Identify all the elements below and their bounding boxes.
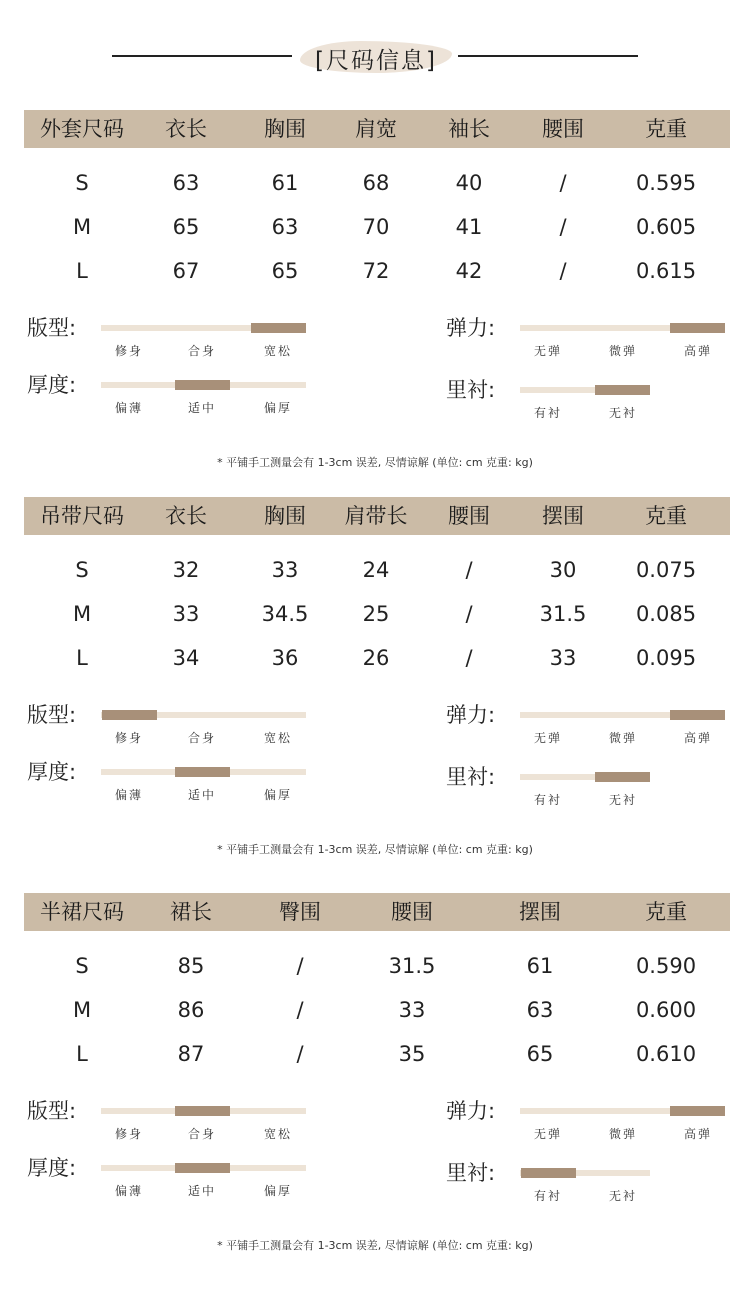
thickness-indicator: [175, 380, 230, 390]
thickness-indicator: [175, 1163, 230, 1173]
lining-track: [520, 774, 650, 780]
header-column: 肩带长: [344, 504, 408, 528]
measurement-note: * 平铺手工测量会有 1-3cm 误差, 尽情谅解 (单位: cm 克重: kg): [217, 1239, 533, 1252]
fit-track: [101, 712, 306, 718]
table-row: [0, 558, 750, 584]
fit-track: [101, 1108, 306, 1114]
fit-label: 版型:: [27, 316, 77, 340]
lining-option: 无衬: [608, 406, 638, 420]
table-cell: 0.610: [635, 1042, 697, 1066]
table-cell: 42: [455, 259, 483, 283]
table-cell: 40: [455, 171, 483, 195]
table-cell: /: [296, 998, 304, 1022]
size-cell: M: [72, 998, 92, 1022]
lining-track: [520, 387, 650, 393]
thickness-option: 偏厚: [263, 788, 293, 802]
table-cell: 34.5: [261, 602, 309, 626]
size-cell: S: [75, 558, 89, 582]
elasticity-option: 高弹: [683, 731, 713, 745]
table-cell: 33: [271, 558, 299, 582]
table-cell: 31.5: [539, 602, 587, 626]
table-cell: 31.5: [388, 954, 436, 978]
table-cell: /: [465, 602, 473, 626]
table-cell: 0.605: [635, 215, 697, 239]
table-row: [0, 998, 750, 1024]
header-column: 袖长: [448, 117, 490, 141]
header-size-label: 半裙尺码: [40, 900, 124, 924]
elasticity-indicator: [670, 323, 725, 333]
thickness-option: 偏厚: [263, 401, 293, 415]
size-cell: M: [72, 215, 92, 239]
header-column: 摆围: [542, 504, 584, 528]
fit-option: 合身: [187, 344, 217, 358]
table-cell: 65: [526, 1042, 554, 1066]
table-cell: 36: [271, 646, 299, 670]
lining-option: 无衬: [608, 1189, 638, 1203]
elasticity-option: 高弹: [683, 344, 713, 358]
thickness-label: 厚度:: [27, 1156, 77, 1180]
table-cell: 65: [271, 259, 299, 283]
thickness-track: [101, 382, 306, 388]
lining-track: [520, 1170, 650, 1176]
table-cell: 67: [172, 259, 200, 283]
header-size-label: 外套尺码: [40, 117, 124, 141]
lining-label: 里衬:: [446, 1161, 496, 1185]
lining-option: 无衬: [608, 793, 638, 807]
size-table-section: [0, 893, 750, 1273]
elasticity-option: 高弹: [683, 1127, 713, 1141]
elasticity-option: 无弹: [533, 731, 563, 745]
table-cell: 25: [362, 602, 390, 626]
thickness-option: 偏薄: [114, 401, 144, 415]
thickness-track: [101, 1165, 306, 1171]
thickness-label: 厚度:: [27, 373, 77, 397]
table-cell: /: [559, 215, 567, 239]
table-cell: /: [559, 259, 567, 283]
table-cell: /: [296, 1042, 304, 1066]
thickness-option: 偏薄: [114, 788, 144, 802]
header-column: 腰围: [448, 504, 490, 528]
header-column: 衣长: [165, 117, 207, 141]
header-column: 腰围: [391, 900, 433, 924]
table-row: [0, 1042, 750, 1068]
size-cell: S: [75, 954, 89, 978]
table-cell: 33: [398, 998, 426, 1022]
table-cell: /: [559, 171, 567, 195]
thickness-label: 厚度:: [27, 760, 77, 784]
table-header: [24, 497, 730, 535]
table-cell: 33: [172, 602, 200, 626]
table-cell: 65: [172, 215, 200, 239]
table-cell: 63: [526, 998, 554, 1022]
table-cell: 63: [172, 171, 200, 195]
size-cell: L: [76, 259, 88, 283]
fit-option: 宽松: [263, 731, 293, 745]
fit-option: 合身: [187, 1127, 217, 1141]
size-cell: S: [75, 171, 89, 195]
elasticity-track: [520, 325, 725, 331]
table-cell: /: [465, 558, 473, 582]
size-table-section: [0, 110, 750, 490]
thickness-option: 偏薄: [114, 1184, 144, 1198]
table-cell: 35: [398, 1042, 426, 1066]
header-column: 肩宽: [355, 117, 397, 141]
header-column: 衣长: [165, 504, 207, 528]
table-cell: 86: [177, 998, 205, 1022]
table-cell: 34: [172, 646, 200, 670]
measurement-note: * 平铺手工测量会有 1-3cm 误差, 尽情谅解 (单位: cm 克重: kg): [217, 456, 533, 469]
elasticity-option: 微弹: [608, 1127, 638, 1141]
table-cell: /: [296, 954, 304, 978]
lining-option: 有衬: [533, 1189, 563, 1203]
table-cell: 0.590: [635, 954, 697, 978]
table-row: [0, 215, 750, 241]
lining-indicator: [595, 772, 650, 782]
elasticity-option: 无弹: [533, 1127, 563, 1141]
lining-indicator: [521, 1168, 576, 1178]
fit-option: 修身: [114, 731, 144, 745]
title-line-right: [458, 55, 638, 57]
table-cell: 0.095: [635, 646, 697, 670]
lining-indicator: [595, 385, 650, 395]
table-cell: 68: [362, 171, 390, 195]
size-cell: L: [76, 1042, 88, 1066]
table-row: [0, 646, 750, 672]
table-cell: 0.595: [635, 171, 697, 195]
size-cell: M: [72, 602, 92, 626]
table-cell: 72: [362, 259, 390, 283]
elasticity-option: 无弹: [533, 344, 563, 358]
page-title: [尺码信息]: [315, 48, 437, 74]
fit-indicator: [251, 323, 306, 333]
elasticity-track: [520, 712, 725, 718]
elasticity-indicator: [670, 710, 725, 720]
table-cell: 63: [271, 215, 299, 239]
size-table-section: [0, 497, 750, 877]
header-column: 克重: [645, 504, 687, 528]
header-column: 克重: [645, 900, 687, 924]
fit-label: 版型:: [27, 1099, 77, 1123]
table-cell: /: [465, 646, 473, 670]
table-cell: 32: [172, 558, 200, 582]
lining-label: 里衬:: [446, 378, 496, 402]
elasticity-label: 弹力:: [446, 1099, 496, 1123]
thickness-option: 适中: [187, 788, 217, 802]
table-cell: 0.085: [635, 602, 697, 626]
table-row: [0, 259, 750, 285]
header-column: 克重: [645, 117, 687, 141]
size-cell: L: [76, 646, 88, 670]
table-cell: 0.075: [635, 558, 697, 582]
table-cell: 30: [549, 558, 577, 582]
table-cell: 24: [362, 558, 390, 582]
fit-track: [101, 325, 306, 331]
header-column: 摆围: [519, 900, 561, 924]
elasticity-label: 弹力:: [446, 316, 496, 340]
thickness-option: 适中: [187, 401, 217, 415]
table-cell: 61: [271, 171, 299, 195]
header-column: 裙长: [170, 900, 212, 924]
table-header: [24, 110, 730, 148]
table-cell: 85: [177, 954, 205, 978]
elasticity-indicator: [670, 1106, 725, 1116]
thickness-option: 适中: [187, 1184, 217, 1198]
fit-option: 宽松: [263, 1127, 293, 1141]
table-cell: 26: [362, 646, 390, 670]
table-cell: 0.600: [635, 998, 697, 1022]
lining-option: 有衬: [533, 793, 563, 807]
fit-indicator: [102, 710, 157, 720]
table-row: [0, 602, 750, 628]
measurement-note: * 平铺手工测量会有 1-3cm 误差, 尽情谅解 (单位: cm 克重: kg): [217, 843, 533, 856]
elasticity-label: 弹力:: [446, 703, 496, 727]
table-row: [0, 171, 750, 197]
fit-option: 修身: [114, 344, 144, 358]
elasticity-option: 微弹: [608, 344, 638, 358]
fit-indicator: [175, 1106, 230, 1116]
table-cell: 0.615: [635, 259, 697, 283]
header-column: 胸围: [264, 504, 306, 528]
header-column: 臀围: [279, 900, 321, 924]
thickness-option: 偏厚: [263, 1184, 293, 1198]
table-cell: 87: [177, 1042, 205, 1066]
thickness-indicator: [175, 767, 230, 777]
elasticity-track: [520, 1108, 725, 1114]
header-size-label: 吊带尺码: [40, 504, 124, 528]
fit-option: 合身: [187, 731, 217, 745]
fit-label: 版型:: [27, 703, 77, 727]
table-row: [0, 954, 750, 980]
thickness-track: [101, 769, 306, 775]
table-cell: 41: [455, 215, 483, 239]
fit-option: 修身: [114, 1127, 144, 1141]
table-cell: 33: [549, 646, 577, 670]
table-cell: 61: [526, 954, 554, 978]
elasticity-option: 微弹: [608, 731, 638, 745]
title-line-left: [112, 55, 292, 57]
table-header: [24, 893, 730, 931]
header-column: 胸围: [264, 117, 306, 141]
fit-option: 宽松: [263, 344, 293, 358]
lining-label: 里衬:: [446, 765, 496, 789]
header-column: 腰围: [542, 117, 584, 141]
lining-option: 有衬: [533, 406, 563, 420]
table-cell: 70: [362, 215, 390, 239]
